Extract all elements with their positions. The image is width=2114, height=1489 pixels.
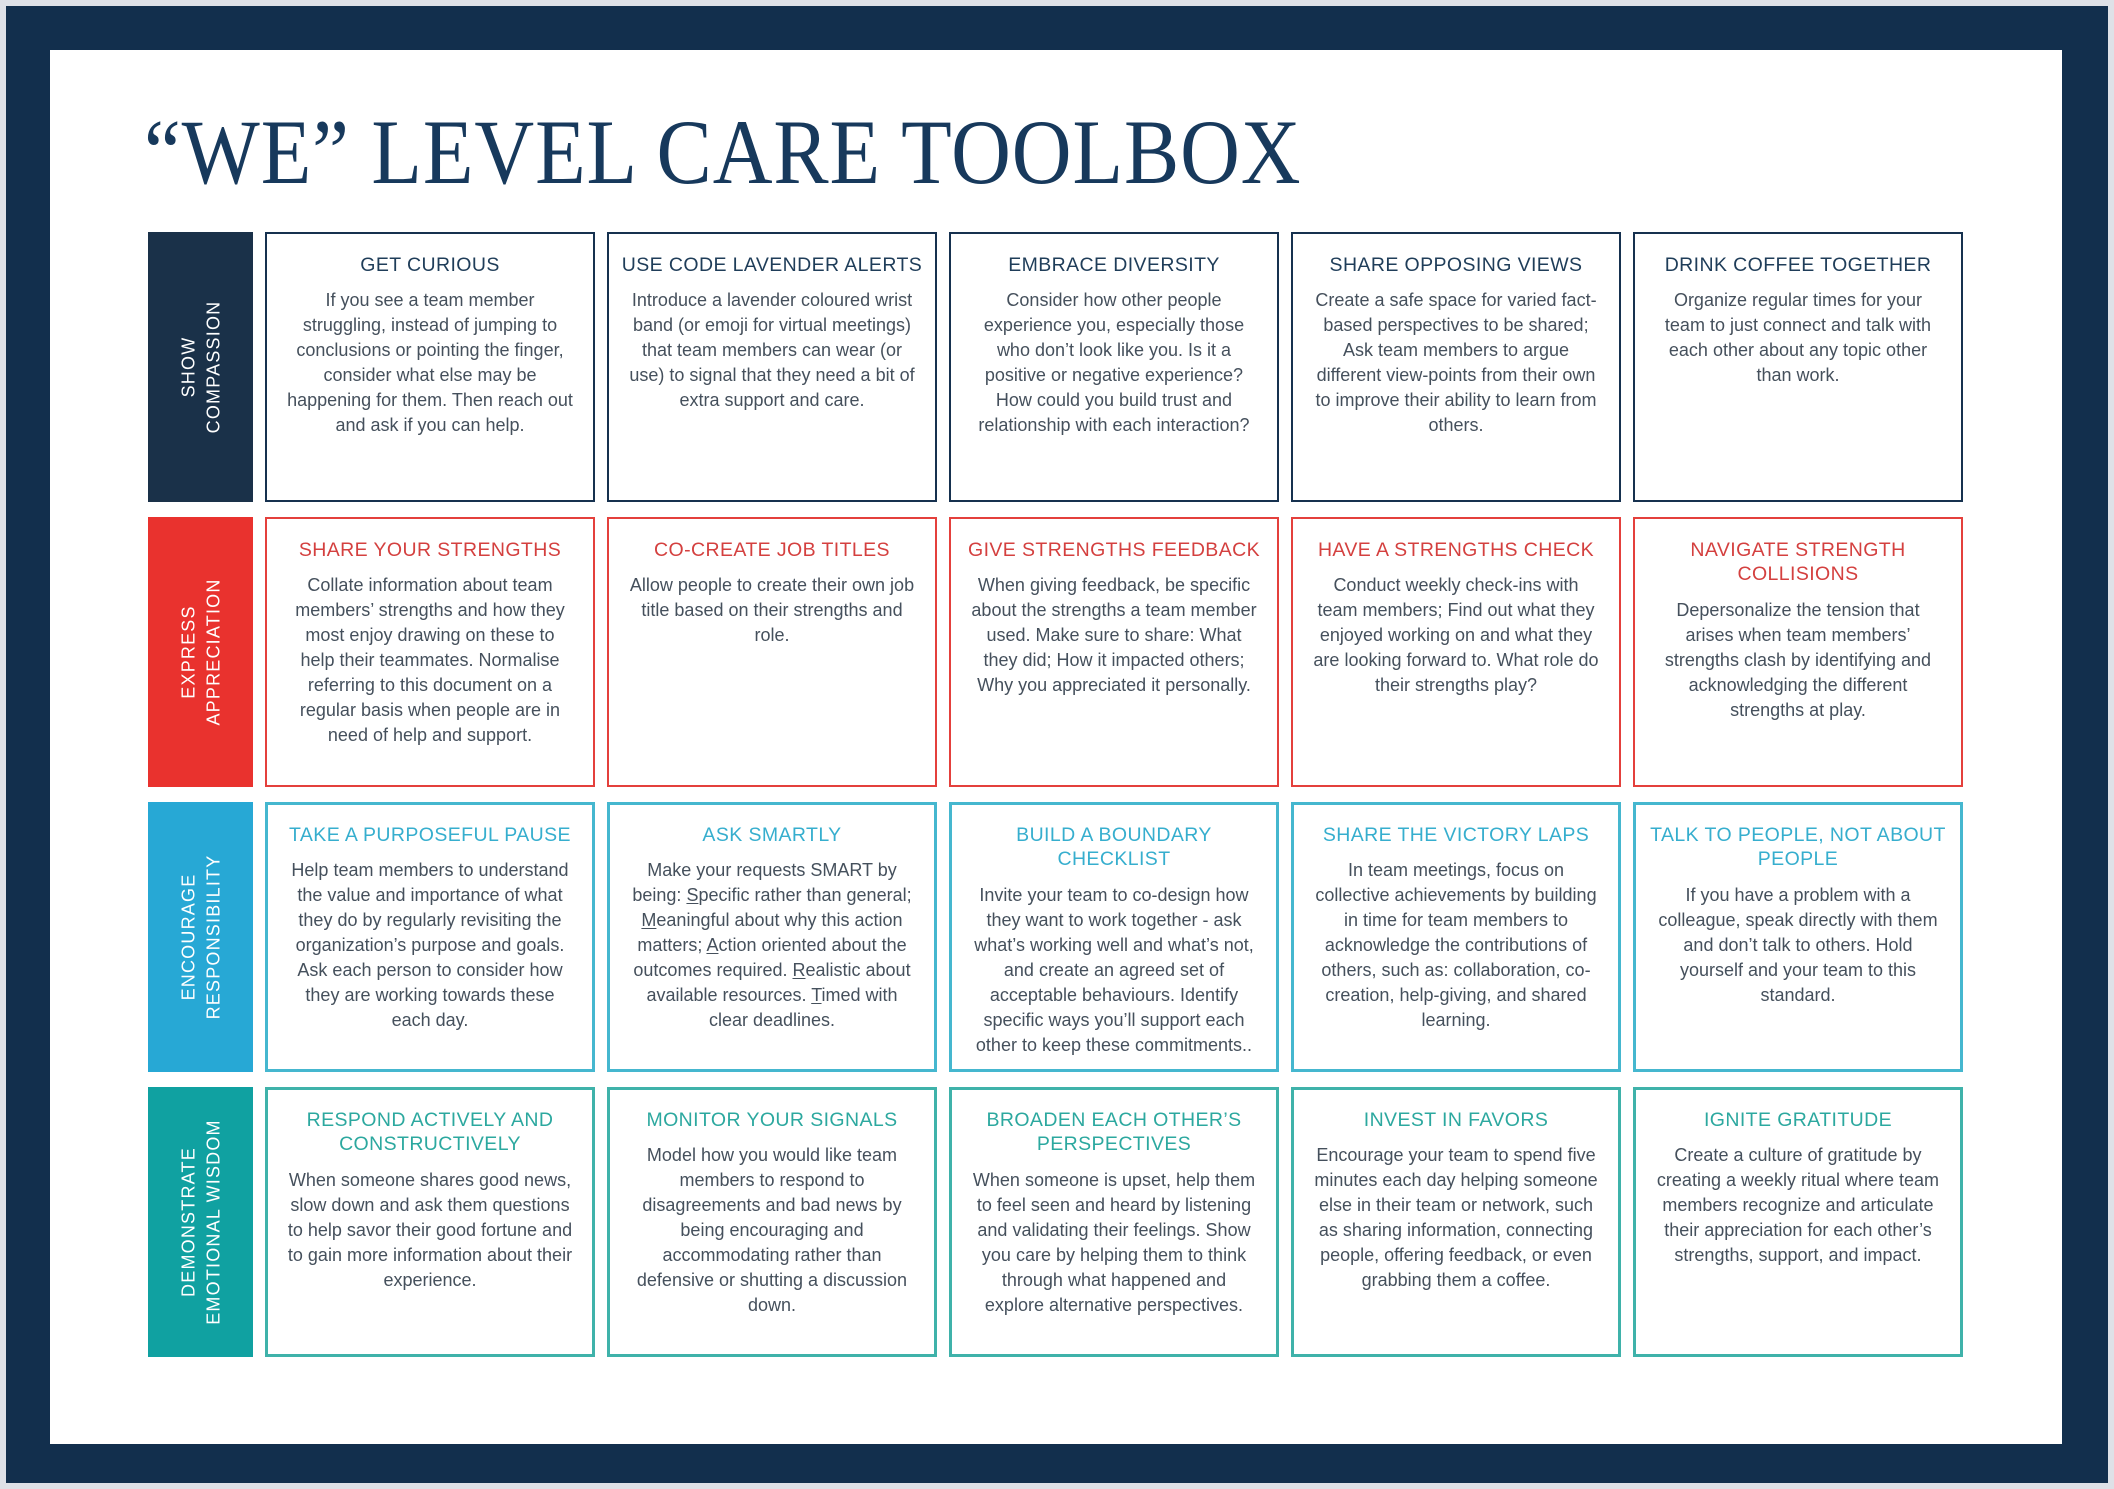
card-title: BUILD A BOUNDARY CHECKLIST — [1016, 824, 1212, 871]
card-title: USE CODE LAVENDER ALERTS — [621, 254, 923, 276]
card-monitor-your-signals — [607, 1087, 937, 1357]
row-label-line: DEMONSTRATE — [178, 1147, 199, 1297]
card-body: When someone shares good news, slow down and ask them questions to help savor their good fortune and to gain more information about their experience. — [287, 1169, 573, 1290]
row-label-line: ENCOURAGE — [178, 873, 199, 1001]
card-body: Make your requests SMART by being: Specific rather than general; Meaningful about why this action matters; Action oriented about the outcomes required. Realistic about available resources. Timed with clear deadlines. — [632, 860, 912, 1031]
card-title: EMBRACE DIVERSITY — [1008, 254, 1220, 276]
card-take-a-purposeful-pause — [265, 802, 595, 1072]
card-body: Introduce a lavender coloured wrist band (or emoji for virtual meetings) that team members can wear (or use) to signal that they need a bit of extra support and care. — [629, 290, 915, 411]
card-invest-in-favors — [1291, 1087, 1621, 1357]
card-build-a-boundary-checklist — [949, 802, 1279, 1072]
card-title: MONITOR YOUR SIGNALS — [646, 1109, 898, 1131]
card-title: RESPOND ACTIVELY AND CONSTRUCTIVELY — [306, 1109, 554, 1156]
card-body: Allow people to create their own job title based on their strengths and role. — [629, 575, 915, 646]
card-navigate-strength-collisions — [1633, 517, 1963, 787]
card-ignite-gratitude — [1633, 1087, 1963, 1357]
card-body: Collate information about team members’ strengths and how they most enjoy drawing on these to help their teammates. Normalise referring to this document on a regular basis when people are in need of help and support. — [295, 575, 565, 746]
card-title: TALK TO PEOPLE, NOT ABOUT PEOPLE — [1650, 824, 1946, 871]
page-title: “WE” LEVEL CARE TOOLBOX — [144, 101, 1302, 203]
card-title: GIVE STRENGTHS FEEDBACK — [968, 539, 1260, 561]
card-share-the-victory-laps — [1291, 802, 1621, 1072]
card-share-your-strengths — [265, 517, 595, 787]
card-ask-smartly — [607, 802, 937, 1072]
row-label-line: EMOTIONAL WISDOM — [202, 1119, 223, 1325]
card-body: Conduct weekly check-ins with team members; Find out what they enjoyed working on and what they are looking forward to. What role do their strengths play? — [1313, 575, 1599, 696]
card-title: CO-CREATE JOB TITLES — [654, 539, 890, 561]
card-body: When someone is upset, help them to feel seen and heard by listening and validating their feelings. Show you care by helping them to think through what happened and explore alternative perspectives. — [972, 1169, 1256, 1315]
card-drink-coffee-together — [1633, 232, 1963, 502]
card-body: If you see a team member struggling, instead of jumping to conclusions or pointing the finger, consider what else may be happening for them. Then reach out and ask if you can help. — [287, 290, 573, 436]
card-body: When giving feedback, be specific about the strengths a team member used. Make sure to share: What they did; How it impacted others; Why you appreciated it personally. — [971, 575, 1257, 696]
card-body: If you have a problem with a colleague, speak directly with them and don’t talk to others. Hold yourself and your team to this standard. — [1658, 884, 1938, 1005]
row-label-encourage-responsibility — [148, 802, 253, 1072]
card-title: ASK SMARTLY — [702, 824, 842, 846]
row-label-line: COMPASSION — [202, 300, 223, 434]
card-title: IGNITE GRATITUDE — [1703, 1109, 1893, 1131]
card-title: SHARE OPPOSING VIEWS — [1329, 254, 1583, 276]
card-body: Organize regular times for your team to just connect and talk with each other about any topic other than work. — [1664, 290, 1932, 386]
row-label-express-appreciation — [148, 517, 253, 787]
row-label-line: APPRECIATION — [202, 578, 223, 726]
card-title: BROADEN EACH OTHER’S PERSPECTIVES — [986, 1109, 1242, 1156]
card-share-opposing-views — [1291, 232, 1621, 502]
card-title: SHARE YOUR STRENGTHS — [298, 539, 562, 561]
row-label-text — [148, 1087, 253, 1357]
card-embrace-diversity — [949, 232, 1279, 502]
card-body: Consider how other people experience you, especially those who don’t look like you. Is it a positive or negative experience? How could you build trust and relationship with each interaction? — [978, 290, 1250, 436]
card-respond-actively-and-constructively — [265, 1087, 595, 1357]
row-label-show-compassion — [148, 232, 253, 502]
card-broaden-each-others-perspectives — [949, 1087, 1279, 1357]
card-get-curious — [265, 232, 595, 502]
card-body: Create a culture of gratitude by creating a weekly ritual where team members recognize and articulate their appreciation for each other’s strengths, support, and impact. — [1656, 1145, 1940, 1266]
card-have-a-strengths-check — [1291, 517, 1621, 787]
card-title: DRINK COFFEE TOGETHER — [1664, 254, 1932, 276]
card-title: GET CURIOUS — [360, 254, 500, 276]
row-label-text — [148, 232, 253, 502]
row-label-demonstrate-emotional-wisdom — [148, 1087, 253, 1357]
card-title: HAVE A STRENGTHS CHECK — [1317, 539, 1595, 561]
row-label-line: SHOW — [178, 336, 199, 398]
card-talk-to-people-not-about-people — [1633, 802, 1963, 1072]
toolbox-grid — [148, 232, 1963, 1357]
card-title: SHARE THE VICTORY LAPS — [1322, 824, 1590, 846]
card-body: Depersonalize the tension that arises when team members’ strengths clash by identifying and acknowledging the different strengths at play. — [1664, 599, 1932, 720]
card-co-create-job-titles — [607, 517, 937, 787]
card-give-strengths-feedback — [949, 517, 1279, 787]
card-body: Model how you would like team members to respond to disagreements and bad news by being encouraging and accommodating rather than defensive or shutting a discussion down. — [636, 1145, 908, 1316]
row-label-text — [148, 517, 253, 787]
card-body: Create a safe space for varied fact-based perspectives to be shared; Ask team members to argue different view-points from their own to improve their ability to learn from others. — [1315, 290, 1597, 436]
card-title: NAVIGATE STRENGTH COLLISIONS — [1690, 539, 1906, 586]
row-label-line: RESPONSIBILITY — [202, 854, 223, 1020]
card-body: In team meetings, focus on collective achievements by building in time for team members to acknowledge the contributions of others, such as: collaboration, co-creation, help-giving, and shared learning. — [1315, 860, 1597, 1031]
row-label-text — [148, 802, 253, 1072]
card-use-code-lavender-alerts — [607, 232, 937, 502]
card-body: Help team members to understand the value and importance of what they do by regularly revisiting the organization’s purpose and goals. Ask each person to consider how they are working towards these each day. — [291, 860, 569, 1031]
card-body: Encourage your team to spend five minutes each day helping someone else in their team or network, such as sharing information, connecting people, offering feedback, or even grabbing them a coffee. — [1314, 1145, 1598, 1291]
card-title: TAKE A PURPOSEFUL PAUSE — [289, 824, 571, 846]
row-label-line: EXPRESS — [178, 605, 199, 699]
card-title: INVEST IN FAVORS — [1363, 1109, 1549, 1131]
card-body: Invite your team to co-design how they want to work together - ask what’s working well and what’s not, and create an agreed set of acceptable behaviours. Identify specific ways you’ll support each other to keep these commitments.. — [974, 884, 1254, 1055]
